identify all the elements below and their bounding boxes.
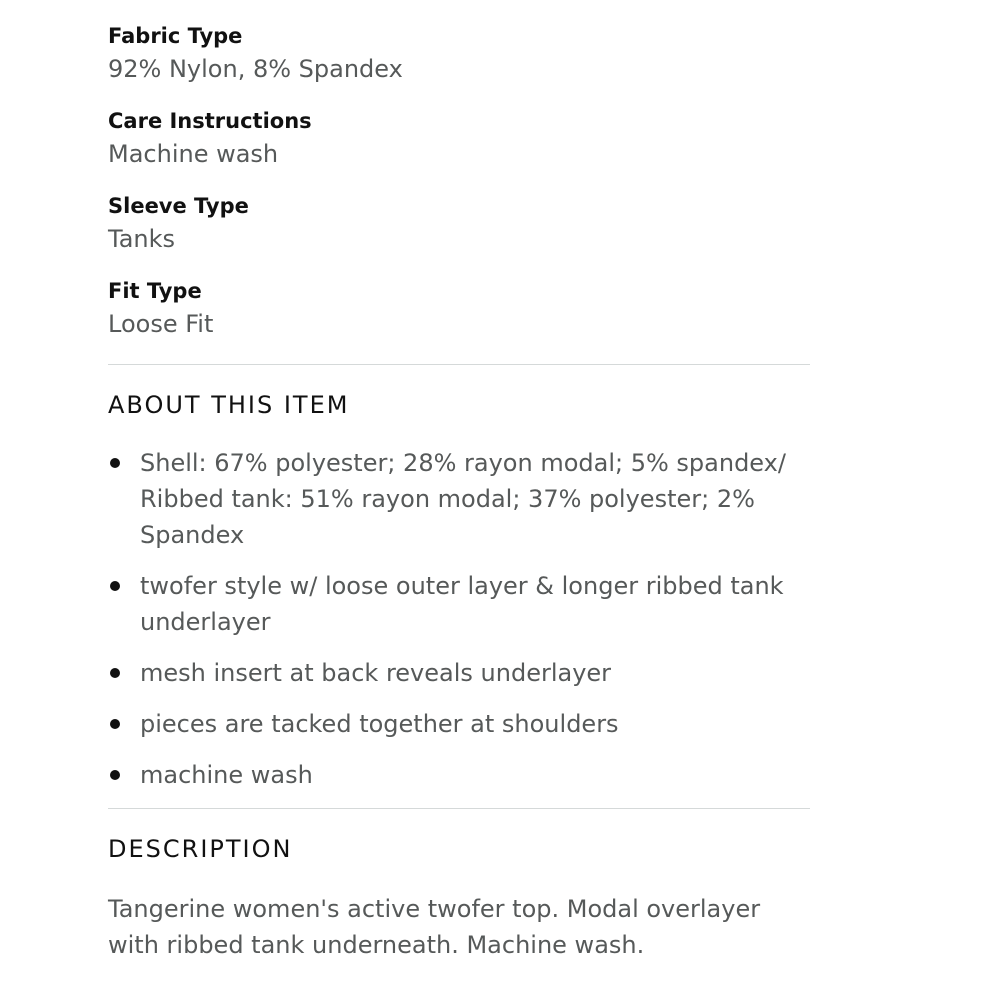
spec-fit-type — [108, 277, 810, 340]
spec-value: Machine wash — [108, 140, 279, 168]
list-item — [108, 706, 810, 742]
bullet-icon — [110, 458, 120, 468]
bullet-text: mesh insert at back reveals underlayer — [140, 659, 612, 687]
spec-label: Care Instructions — [108, 109, 312, 133]
spec-value: 92% Nylon, 8% Spandex — [108, 55, 403, 83]
list-item — [108, 757, 810, 793]
about-section-title: ABOUT THIS ITEM — [108, 391, 350, 419]
list-item — [108, 568, 810, 640]
spec-label: Fit Type — [108, 279, 202, 303]
bullet-icon — [110, 770, 120, 780]
spec-fabric-type — [108, 22, 810, 85]
spec-label: Sleeve Type — [108, 194, 249, 218]
bullet-icon — [110, 668, 120, 678]
bullet-text: twofer style w/ loose outer layer & longer ribbed tank underlayer — [140, 572, 784, 636]
bullet-text: machine wash — [140, 761, 313, 789]
list-item — [108, 445, 810, 553]
description-text: Tangerine women's active twofer top. Modal overlayer with ribbed tank underneath. Machine wash. — [108, 895, 761, 959]
spec-sleeve-type — [108, 192, 810, 255]
bullet-icon — [110, 719, 120, 729]
bullet-text: pieces are tacked together at shoulders — [140, 710, 619, 738]
about-bullet-list — [108, 445, 810, 793]
spec-value: Tanks — [108, 225, 176, 253]
spec-value: Loose Fit — [108, 310, 214, 338]
spec-label: Fabric Type — [108, 24, 243, 48]
section-divider — [108, 808, 810, 809]
bullet-text: Shell: 67% polyester; 28% rayon modal; 5% spandex/ Ribbed tank: 51% rayon modal; 37% polyester; 2% Spandex — [140, 449, 786, 549]
list-item — [108, 655, 810, 691]
spec-care-instructions — [108, 107, 810, 170]
bullet-icon — [110, 581, 120, 591]
section-divider — [108, 364, 810, 365]
description-section-title: DESCRIPTION — [108, 835, 293, 863]
product-details — [108, 0, 810, 963]
